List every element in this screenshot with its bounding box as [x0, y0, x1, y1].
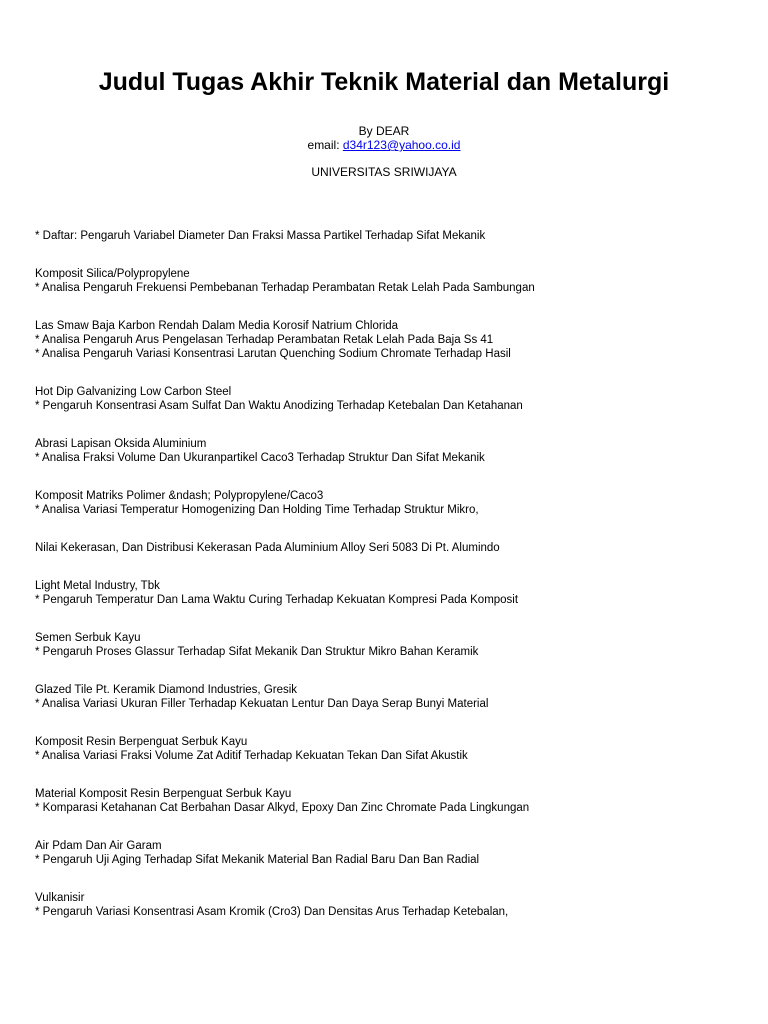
entry-line: * Pengaruh Proses Glassur Terhadap Sifat Mekanik Dan Struktur Mikro Bahan Keramik: [35, 646, 479, 658]
university-name: UNIVERSITAS SRIWIJAYA: [311, 165, 457, 179]
entry-line: Komposit Silica/Polypropylene: [35, 268, 190, 280]
entry-line: Semen Serbuk Kayu: [35, 632, 141, 644]
entry-line: Nilai Kekerasan, Dan Distribusi Kekerasan Pada Aluminium Alloy Seri 5083 Di Pt. Alumindo: [35, 542, 500, 554]
entry-line: * Analisa Variasi Fraksi Volume Zat Aditif Terhadap Kekuatan Tekan Dan Sifat Akustik: [35, 750, 468, 762]
entry-line: Las Smaw Baja Karbon Rendah Dalam Media Korosif Natrium Chlorida: [35, 320, 399, 332]
entry-line: * Pengaruh Temperatur Dan Lama Waktu Curing Terhadap Kekuatan Kompresi Pada Komposit: [35, 594, 519, 606]
entry-line: Light Metal Industry, Tbk: [35, 580, 160, 592]
entry-line: Komposit Resin Berpenguat Serbuk Kayu: [35, 736, 248, 748]
entry-line: Air Pdam Dan Air Garam: [35, 840, 162, 852]
entry-line: Vulkanisir: [35, 892, 85, 904]
entry-line: * Analisa Variasi Temperatur Homogenizing Dan Holding Time Terhadap Struktur Mikro,: [35, 504, 479, 516]
entry-line: * Pengaruh Konsentrasi Asam Sulfat Dan Waktu Anodizing Terhadap Ketebalan Dan Ketahanan: [35, 400, 523, 412]
entry-line: * Analisa Pengaruh Variasi Konsentrasi Larutan Quenching Sodium Chromate Terhadap Hasil: [35, 348, 511, 360]
list-item: [35, 683, 755, 711]
list-item: [35, 267, 755, 295]
list-item: [35, 319, 755, 361]
entry-line: * Pengaruh Uji Aging Terhadap Sifat Mekanik Material Ban Radial Baru Dan Ban Radial: [35, 854, 480, 866]
thesis-title-list: [35, 229, 755, 943]
entry-line: * Komparasi Ketahanan Cat Berbahan Dasar Alkyd, Epoxy Dan Zinc Chromate Pada Lingkungan: [35, 802, 530, 814]
list-item: [35, 787, 755, 815]
list-item: [35, 891, 755, 919]
page-title: Judul Tugas Akhir Teknik Material dan Metalurgi: [98, 68, 670, 96]
entry-line: * Analisa Pengaruh Frekuensi Pembebanan Terhadap Perambatan Retak Lelah Pada Sambungan: [35, 282, 535, 294]
list-item: [35, 631, 755, 659]
entry-line: Komposit Matriks Polimer &ndash; Polypropylene/Caco3: [35, 490, 324, 502]
email-link[interactable]: d34r123@yahoo.co.id: [342, 138, 461, 152]
list-item: [35, 229, 755, 243]
list-item: [35, 579, 755, 607]
list-item: [35, 735, 755, 763]
list-item: [35, 437, 755, 465]
entry-line: * Analisa Pengaruh Arus Pengelasan Terhadap Perambatan Retak Lelah Pada Baja Ss 41: [35, 334, 494, 346]
entry-line: Material Komposit Resin Berpenguat Serbuk Kayu: [35, 788, 292, 800]
entry-line: Abrasi Lapisan Oksida Aluminium: [35, 438, 207, 450]
author-byline: By DEAR: [358, 124, 410, 138]
list-item: [35, 489, 755, 517]
entry-line: * Daftar: Pengaruh Variabel Diameter Dan Fraksi Massa Partikel Terhadap Sifat Mekanik: [35, 230, 486, 242]
entry-line: * Analisa Fraksi Volume Dan Ukuranpartikel Caco3 Terhadap Struktur Dan Sifat Mekanik: [35, 452, 485, 464]
entry-line: Hot Dip Galvanizing Low Carbon Steel: [35, 386, 232, 398]
list-item: [35, 385, 755, 413]
author-block: [0, 124, 768, 179]
entry-line: * Pengaruh Variasi Konsentrasi Asam Kromik (Cro3) Dan Densitas Arus Terhadap Ketebalan,: [35, 906, 509, 918]
email-label: email:: [307, 138, 343, 152]
email-line: [0, 138, 768, 152]
list-item: [35, 541, 755, 555]
list-item: [35, 839, 755, 867]
entry-line: * Analisa Variasi Ukuran Filler Terhadap Kekuatan Lentur Dan Daya Serap Bunyi Material: [35, 698, 489, 710]
entry-line: Glazed Tile Pt. Keramik Diamond Industries, Gresik: [35, 684, 298, 696]
